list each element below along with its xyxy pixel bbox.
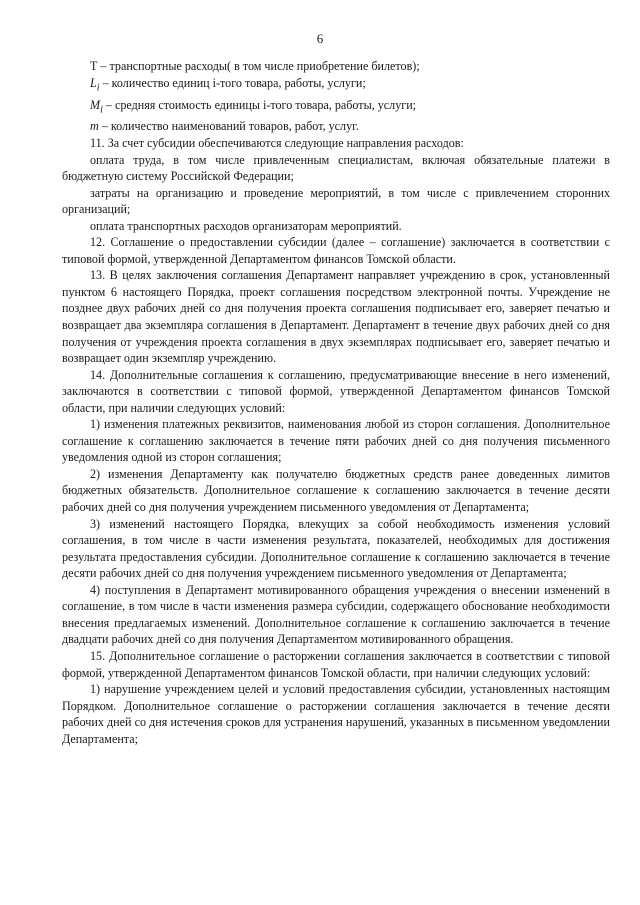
paragraph: 12. Соглашение о предоставлении субсидии (далее – соглашение) заключается в соответствии с типовой формой, утвержденной Департаментом финансов Томской области. <box>62 235 610 266</box>
paragraph: 1) нарушение учреждением целей и условий предоставления субсидии, установленных настоящим Порядком. Дополнительное соглашение о расторжении соглашения заключается в течение десяти рабочих дней со дня истечения сроков для устранения нарушений, указанных в письменном уведомлении Департамента; <box>62 682 610 746</box>
paragraph: 1) изменения платежных реквизитов, наименования любой из сторон соглашения. Дополнительное соглашение к соглашению заключается в течение пяти рабочих дней со дня получения письменного уведомления одной из сторон соглашения; <box>62 417 610 465</box>
paragraph: затраты на организацию и проведение мероприятий, в том числе с привлечением сторонних организаций; <box>62 185 610 217</box>
paragraph: 3) изменений настоящего Порядка, влекущих за собой необходимость изменения условий соглашения, в том числе в части изменения результата, показателей, необходимых для достижения результата предоставления субсидии. Дополнительное соглашение к соглашению заключается в течение десяти рабочих дней со дня получения учреждением письменного уведомления от Департамента; <box>62 516 610 581</box>
paragraph: оплата транспортных расходов организаторам мероприятий. <box>90 218 402 233</box>
formula-symbol: M <box>90 97 101 112</box>
paragraph: 4) поступления в Департамент мотивированного обращения учреждения о внесении изменений в соглашение, в том числе в части изменения размера субсидии, содержащего обоснование необходимости внесения предлагаемых изменений. Дополнительное соглашение к соглашению заключается в течение двадцати рабочих дней со дня получения Департаментом мотивированного обращения. <box>62 582 610 647</box>
document-body <box>62 58 610 747</box>
formula-definition <box>62 58 610 75</box>
paragraph: 11. За счет субсидии обеспечиваются следующие направления расходов: <box>90 136 464 150</box>
page-number: 6 <box>316 31 324 46</box>
formula-definition <box>62 97 610 119</box>
formula-definition <box>62 118 610 135</box>
paragraphs <box>62 135 610 747</box>
formula-definition <box>62 75 610 97</box>
formula-subscript: i <box>100 103 103 115</box>
paragraph: 14. Дополнительные соглашения к соглашению, предусматривающие внесение в него изменений, заключаются в соответствии с типовой формой, утвержденной Департаментом финансов Томской области, при наличии следующих условий: <box>62 367 610 415</box>
paragraph: оплата труда, в том числе привлеченным специалистам, включая обязательные платежи в бюджетную систему Российской Федерации; <box>62 152 610 184</box>
formula-subscript: i <box>96 81 100 93</box>
formula-definition-text: – количество наименований товаров, работ, услуг. <box>98 119 359 134</box>
formula-symbol: m <box>90 119 99 134</box>
formula-definitions <box>62 58 610 135</box>
formula-symbol: L <box>90 75 97 90</box>
formula-definition-text: Т – транспортные расходы( в том числе приобретение билетов); <box>90 59 420 73</box>
formula-definition-text: – средняя стоимость единицы i-того товара, работы, услуги; <box>102 97 417 112</box>
paragraph: 13. В целях заключения соглашения Департамент направляет учреждению в срок, установленный пунктом 6 настоящего Порядка, проект соглашения посредством электронной почты. Учреждение не позднее двух рабочих дней со дня получения проекта соглашения подписывает его, заверяет печатью и возвращает два экземпляра соглашения в Департамент. Департамент в течение двух рабочих дней со дня получения от учреждения проекта соглашения в двух экземплярах подписывает его, заверяет печатью и возвращает один экземпляр учреждению. <box>62 268 610 366</box>
formula-definition-text: – количество единиц i-того товара, работы, услуги; <box>99 75 366 90</box>
paragraph: 15. Дополнительное соглашение о расторжении соглашения заключается в соответствии с типовой формой, утвержденной Департаментом финансов Томской области, при наличии следующих условий: <box>62 648 610 680</box>
paragraph: 2) изменения Департаменту как получателю бюджетных средств ранее доведенных лимитов бюджетных обязательств. Дополнительное соглашение к соглашению заключается в течение десяти рабочих дней со дня получения учреждением письменного уведомления от Департамента; <box>62 466 610 515</box>
